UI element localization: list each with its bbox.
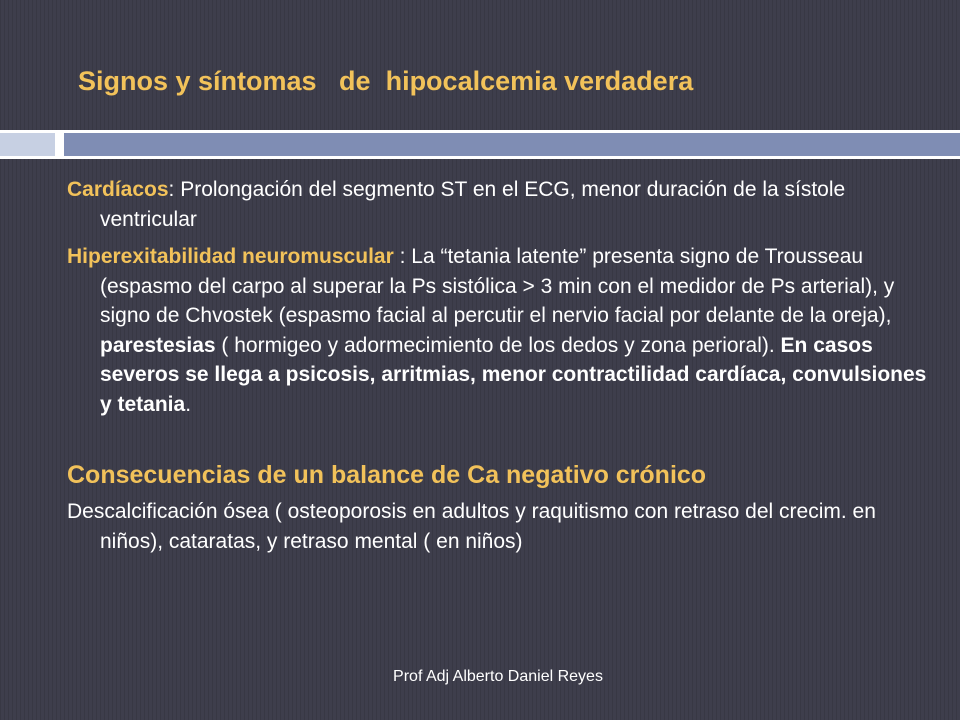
neuromuscular-text-2: ( hormigeo y adormecimiento de los dedos y zona perioral).	[215, 333, 781, 357]
slide-title: Signos y síntomas de hipocalcemia verdadera	[78, 66, 694, 96]
author-footer: Prof Adj Alberto Daniel Reyes	[393, 668, 603, 685]
slide-body	[67, 175, 927, 564]
neuromuscular-text-3: .	[185, 392, 192, 416]
paresthesia-term: parestesias	[100, 333, 216, 357]
cardiac-paragraph	[67, 175, 927, 234]
neuromuscular-paragraph	[67, 242, 927, 419]
neuromuscular-label: Hiperexitabilidad neuromuscular	[67, 245, 400, 268]
cardiac-text: : Prolongación del segmento ST en el ECG, menor duración de la sístole ventricular	[100, 178, 846, 231]
consequences-paragraph: Descalcificación ósea ( osteoporosis en adultos y raquitismo con retraso del crecim. en niños), cataratas, y retraso mental ( en niños)	[67, 500, 876, 553]
severe-cases-text: En casos severos se llega a psicosis, arritmias, menor contractilidad cardíaca, convulsiones y tetania	[100, 333, 927, 416]
neuromuscular-text-1: : La “tetania latente” presenta signo de Trousseau (espasmo del carpo al superar la Ps sistólica > 3 min con el medidor de Ps arterial), y signo de Chvostek (espasmo facial al percutir el nervio facial por delante de la oreja),	[100, 245, 895, 327]
divider-accent-left	[0, 133, 55, 156]
cardiac-label: Cardíacos	[67, 178, 169, 201]
divider-accent-right	[64, 133, 960, 156]
consequences-heading: Consecuencias de un balance de Ca negativo crónico	[67, 461, 707, 489]
